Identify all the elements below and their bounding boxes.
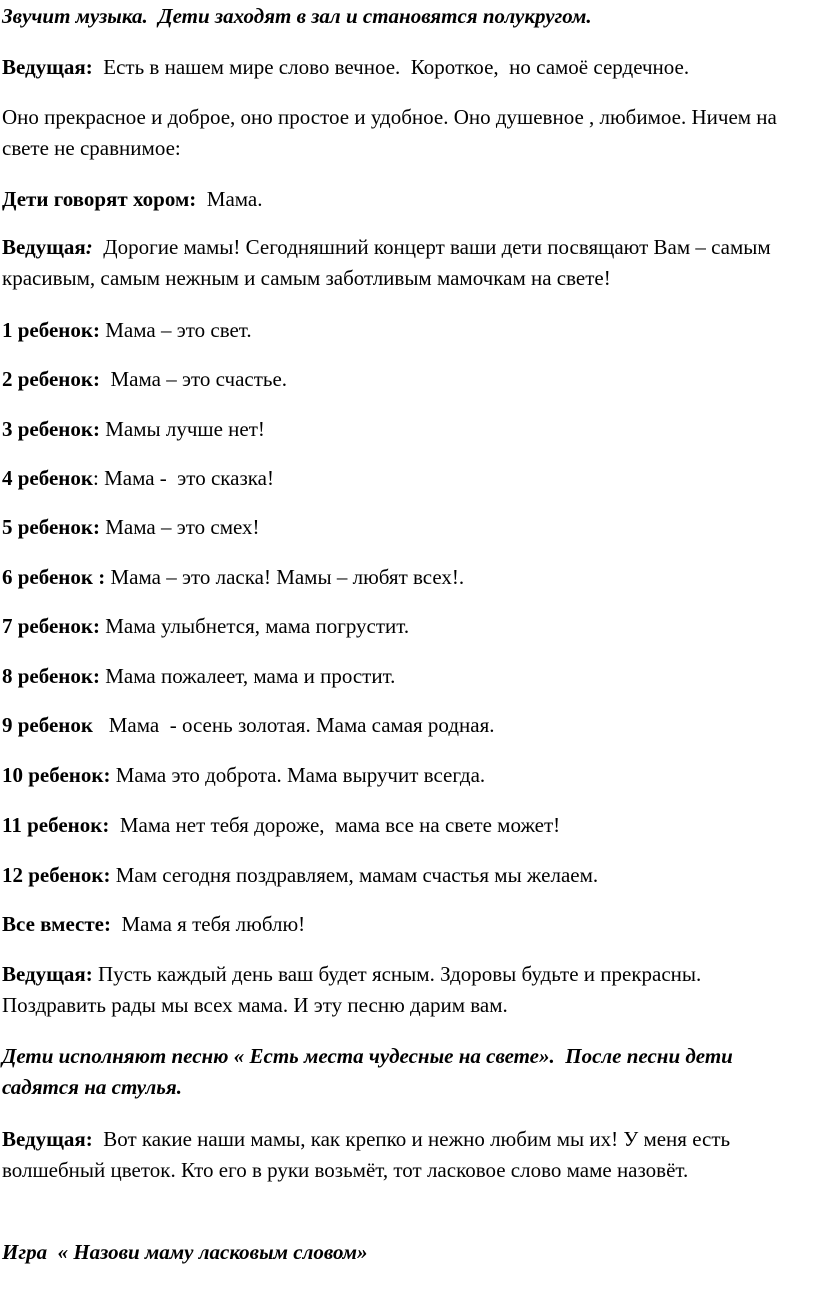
speaker-label: 1 ребенок: [2, 318, 100, 342]
speaker-label: 9 ребенок [2, 713, 93, 737]
child-line-7 [2, 611, 802, 642]
child-line-1 [2, 315, 802, 346]
child-line-8 [2, 661, 802, 692]
host-line-2 [2, 102, 802, 164]
speaker-label: 2 ребенок: [2, 367, 100, 391]
child-line-4 [2, 463, 802, 494]
speaker-label: 3 ребенок: [2, 417, 100, 441]
host-line-5 [2, 1124, 802, 1186]
line-text: Мама нет тебя дороже, мама все на свете может! [109, 813, 561, 837]
line-text: Мама. [196, 187, 263, 211]
speaker-label: Ведущая [2, 235, 86, 259]
line-text: Вот какие наши мамы, как крепко и нежно любим мы их! У меня есть волшебный цветок. Кто его в руки возьмёт, тот ласковое слово маме назовёт. [2, 1127, 736, 1182]
child-line-12 [2, 860, 802, 891]
stage-direction-text: Звучит музыка. Дети заходят в зал и становятся полукругом. [2, 4, 592, 28]
line-text: Мама – это свет. [100, 318, 252, 342]
children-chorus-line [2, 184, 802, 215]
speaker-label: 5 ребенок: [2, 515, 100, 539]
speaker-label: Ведущая: [2, 55, 93, 79]
line-text: Мама – это счастье. [100, 367, 288, 391]
speaker-label: 12 ребенок: [2, 863, 111, 887]
child-line-2 [2, 364, 802, 395]
line-text: Мама я тебя люблю! [110, 912, 306, 936]
stage-direction-music [2, 1, 802, 32]
speaker-colon: : [85, 235, 93, 259]
speaker-label: 11 ребенок: [2, 813, 110, 837]
host-line-1 [2, 52, 802, 83]
child-line-11 [2, 810, 802, 841]
line-text: Есть в нашем мире слово вечное. Короткое, но самоё сердечное. [92, 55, 690, 79]
child-line-10 [2, 760, 802, 791]
line-text: Мамы лучше нет! [100, 417, 265, 441]
stage-direction-text: Дети исполняют песню « Есть места чудесные на свете». После песни дети садятся на стулья. [2, 1044, 739, 1099]
speaker-label: 8 ребенок: [2, 664, 100, 688]
speaker-label: 6 ребенок : [2, 565, 106, 589]
child-line-9 [2, 710, 802, 741]
line-text: Мама пожалеет, мама и простит. [100, 664, 396, 688]
child-line-6 [2, 562, 802, 593]
child-line-3 [2, 414, 802, 445]
speaker-label: 7 ребенок: [2, 614, 100, 638]
game-title [2, 1237, 802, 1268]
line-text: Оно прекрасное и доброе, оно простое и удобное. Оно душевное , любимое. Ничем на свете не сравнимое: [2, 105, 783, 160]
line-text: Мам сегодня поздравляем, мамам счастья мы желаем. [110, 863, 599, 887]
game-title-text: Игра « Назови маму ласковым словом» [2, 1240, 368, 1264]
line-text: Мама – это смех! [100, 515, 260, 539]
stage-direction-song [2, 1041, 802, 1103]
speaker-label: Все вместе: [2, 912, 111, 936]
line-text: Пусть каждый день ваш будет ясным. Здоровы будьте и прекрасны. Поздравить рады мы всех мама. И эту песню дарим вам. [2, 962, 707, 1017]
line-text: Мама это доброта. Мама выручит всегда. [110, 763, 486, 787]
line-text: Мама - осень золотая. Мама самая родная. [93, 713, 495, 737]
line-text: Мама улыбнется, мама погрустит. [100, 614, 410, 638]
speaker-label: 10 ребенок: [2, 763, 111, 787]
line-text: Дорогие мамы! Сегодняшний концерт ваши дети посвящают Вам – самым красивым, самым нежным и самым заботливым мамочкам на свете! [2, 235, 776, 290]
line-text: Мама – это ласка! Мамы – любят всех!. [105, 565, 465, 589]
host-line-4 [2, 959, 802, 1021]
speaker-label: 4 ребенок [2, 466, 93, 490]
speaker-label: Ведущая: [2, 1127, 93, 1151]
child-line-5 [2, 512, 802, 543]
speaker-label: Дети говорят хором: [2, 187, 197, 211]
host-line-3 [2, 232, 802, 294]
all-together-line [2, 909, 802, 940]
line-text: : Мама - это сказка! [93, 466, 274, 490]
speaker-label: Ведущая: [2, 962, 93, 986]
